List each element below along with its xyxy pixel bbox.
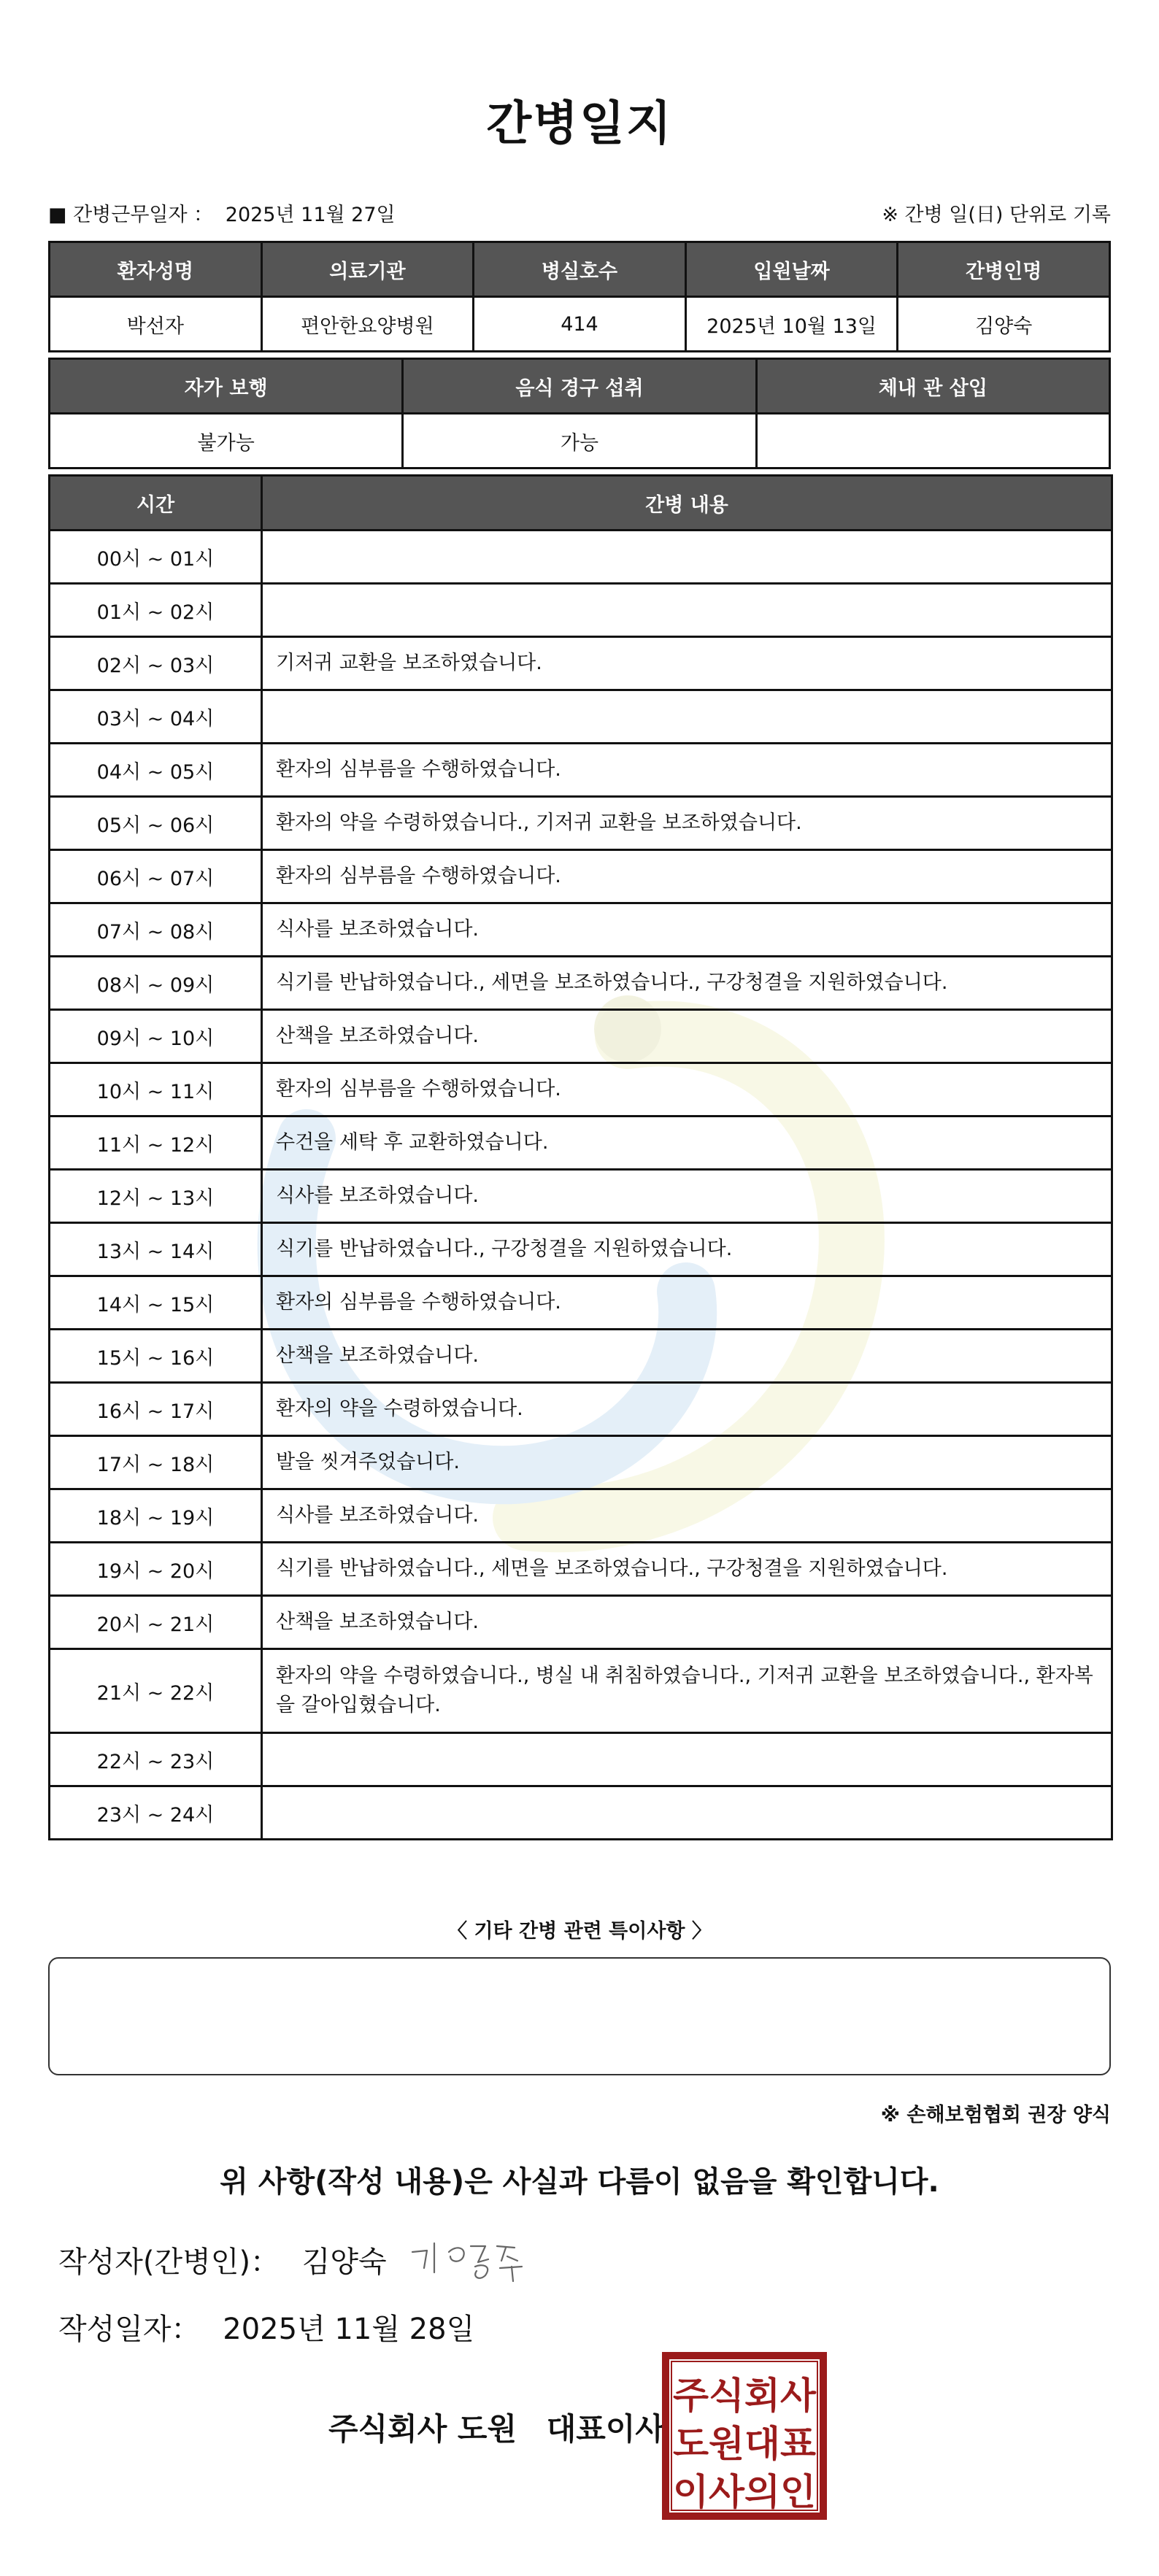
care-time: 06시 ~ 07시 [50,850,262,903]
patient-name: 박선자 [50,297,262,352]
care-content: 환자의 약을 수령하였습니다. [262,1383,1112,1436]
care-time: 10시 ~ 11시 [50,1063,262,1117]
care-log-body [50,531,1112,1840]
care-time: 04시 ~ 05시 [50,744,262,797]
self-walking-value: 불가능 [50,414,403,468]
care-content [262,1786,1112,1840]
care-time: 23시 ~ 24시 [50,1786,262,1840]
table-row [50,1276,1112,1330]
header-patient-name: 환자성명 [50,242,262,297]
care-content: 식기를 반납하였습니다., 구강청결을 지원하였습니다. [262,1223,1112,1276]
header-hospital: 의료기관 [261,242,474,297]
care-content [262,690,1112,744]
hospital-name: 편안한요양병원 [261,297,474,352]
table-row [50,744,1112,797]
table-row [50,957,1112,1010]
patient-status-value-row [50,414,1110,468]
care-content [262,531,1112,584]
table-row [50,637,1112,690]
care-time: 22시 ~ 23시 [50,1733,262,1786]
written-date-value: 2025년 11월 28일 [223,2313,475,2346]
table-row [50,690,1112,744]
care-time: 05시 ~ 06시 [50,797,262,850]
care-content: 식사를 보조하였습니다. [262,1170,1112,1223]
record-unit-note: ※ 간병 일(日) 단위로 기록 [882,204,1111,226]
care-time: 07시 ~ 08시 [50,903,262,957]
table-row [50,1223,1112,1276]
care-content: 환자의 심부름을 수행하였습니다. [262,1276,1112,1330]
patient-status-header-row [50,359,1110,414]
care-time: 00시 ~ 01시 [50,531,262,584]
care-log-header-row [50,476,1112,531]
care-time: 13시 ~ 14시 [50,1223,262,1276]
care-content: 식사를 보조하였습니다. [262,1489,1112,1543]
tube-insertion-value [756,414,1109,468]
care-time: 11시 ~ 12시 [50,1117,262,1170]
care-content [262,584,1112,637]
care-content: 발을 씻겨주었습니다. [262,1436,1112,1489]
care-time: 01시 ~ 02시 [50,584,262,637]
table-row [50,797,1112,850]
care-content: 환자의 심부름을 수행하였습니다. [262,1063,1112,1117]
care-time: 19시 ~ 20시 [50,1543,262,1596]
table-row [50,1117,1112,1170]
care-time: 16시 ~ 17시 [50,1383,262,1436]
care-time: 18시 ~ 19시 [50,1489,262,1543]
care-time: 09시 ~ 10시 [50,1010,262,1063]
table-row [50,1436,1112,1489]
table-row [50,1063,1112,1117]
care-content: 기저귀 교환을 보조하였습니다. [262,637,1112,690]
remarks-title: 〈 기타 간병 관련 특이사항 〉 [447,1920,712,1943]
table-row [50,1543,1112,1596]
seal-line-1: 주식회사 [673,2375,817,2417]
care-time: 21시 ~ 22시 [50,1649,262,1733]
header-self-walking: 자가 보행 [50,359,403,414]
table-row [50,903,1112,957]
care-log-table [48,474,1113,1840]
care-time: 15시 ~ 16시 [50,1330,262,1383]
room-number: 414 [474,297,686,352]
header-tube-insertion: 체내 관 삽입 [756,359,1109,414]
writer-line [58,2239,387,2280]
writer-signature [405,2230,536,2288]
seal-line-2: 도원대표 [673,2423,817,2465]
company-name: 주식회사 도원 [328,2411,517,2447]
care-content: 산책을 보조하였습니다. [262,1596,1112,1649]
confirmation-statement: 위 사항(작성 내용)은 사실과 다름이 없음을 확인합니다. [220,2165,939,2199]
care-time: 03시 ~ 04시 [50,690,262,744]
header-time: 시간 [50,476,262,531]
table-row [50,1330,1112,1383]
patient-info-table [48,241,1111,352]
care-content: 환자의 심부름을 수행하였습니다. [262,744,1112,797]
patient-info-value-row [50,297,1110,352]
table-row [50,1383,1112,1436]
ceo-title: 대표이사 [546,2411,665,2447]
care-time: 12시 ~ 13시 [50,1170,262,1223]
header-room-number: 병실호수 [474,242,686,297]
oral-intake-value: 가능 [403,414,756,468]
care-time: 02시 ~ 03시 [50,637,262,690]
table-row [50,1649,1112,1733]
work-date [48,198,396,227]
care-content: 식기를 반납하였습니다., 세면을 보조하였습니다., 구강청결을 지원하였습니다. [262,1543,1112,1596]
table-row [50,1170,1112,1223]
care-content [262,1733,1112,1786]
writer-name: 김양숙 [301,2245,387,2279]
table-row [50,1733,1112,1786]
written-date-line [58,2306,474,2348]
care-content: 식기를 반납하였습니다., 세면을 보조하였습니다., 구강청결을 지원하였습니다. [262,957,1112,1010]
seal-line-3: 이사의인 [673,2471,816,2513]
company-line [328,2405,665,2449]
meta-row [48,198,1111,228]
document-title: 간병일지 [486,97,673,151]
care-content: 환자의 약을 수령하였습니다., 병실 내 취침하였습니다., 기저귀 교환을 보조하였습니다., 환자복을 갈아입혔습니다. [262,1649,1112,1733]
table-row [50,1010,1112,1063]
table-row [50,584,1112,637]
caregiver-name: 김양숙 [898,297,1110,352]
admission-date: 2025년 10월 13일 [685,297,898,352]
work-date-value: 2025년 11월 27일 [225,204,396,226]
header-caregiver-name: 간병인명 [898,242,1110,297]
table-row [50,531,1112,584]
writer-label: 작성자(간병인)： [58,2245,280,2279]
care-content: 환자의 심부름을 수행하였습니다. [262,850,1112,903]
care-time: 20시 ~ 21시 [50,1596,262,1649]
care-content: 수건을 세탁 후 교환하였습니다. [262,1117,1112,1170]
care-content: 식사를 보조하였습니다. [262,903,1112,957]
care-time: 14시 ~ 15시 [50,1276,262,1330]
care-content: 환자의 약을 수령하였습니다., 기저귀 교환을 보조하였습니다. [262,797,1112,850]
table-row [50,1489,1112,1543]
header-care-content: 간병 내용 [262,476,1112,531]
patient-status-table [48,358,1111,469]
care-time: 08시 ~ 09시 [50,957,262,1010]
table-row [50,850,1112,903]
header-admission-date: 입원날짜 [685,242,898,297]
patient-info-header-row [50,242,1110,297]
work-date-label: ■ 간병근무일자 ： [48,204,214,226]
table-row [50,1786,1112,1840]
remarks-box [48,1957,1111,2075]
written-date-label: 작성일자： [58,2313,201,2346]
care-time: 17시 ~ 18시 [50,1436,262,1489]
header-oral-intake: 음식 경구 섭취 [403,359,756,414]
company-seal [661,2351,828,2521]
form-note: ※ 손해보험협회 권장 양식 [880,2104,1111,2126]
table-row [50,1596,1112,1649]
care-content: 산책을 보조하였습니다. [262,1330,1112,1383]
care-content: 산책을 보조하였습니다. [262,1010,1112,1063]
